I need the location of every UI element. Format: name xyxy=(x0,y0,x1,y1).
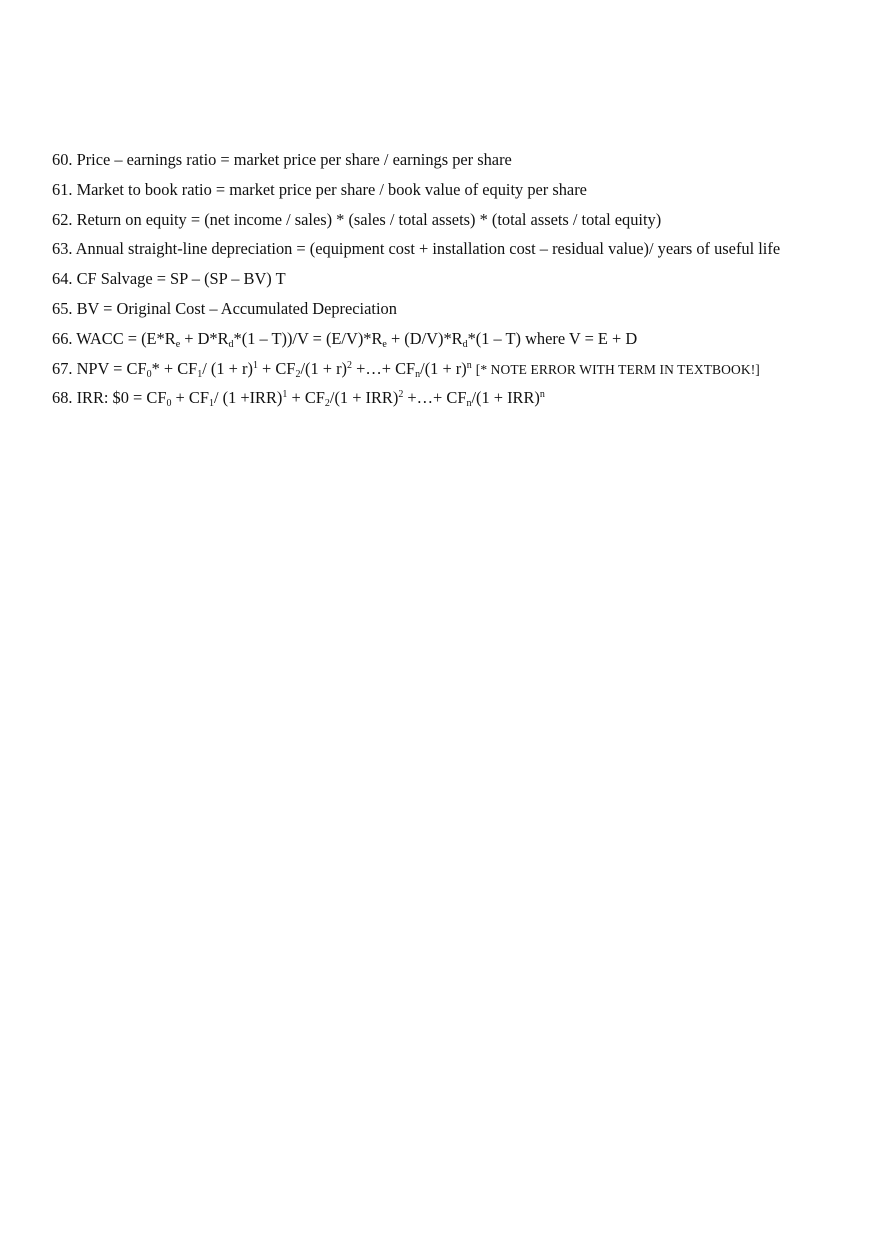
superscript: 2 xyxy=(347,359,353,371)
formula-68-irr xyxy=(52,388,867,408)
formula-part: *(1 – T))/V = (E/V)*R xyxy=(233,328,383,348)
formula-part: + CF xyxy=(287,388,325,408)
formula-text: 63. Annual straight-line depreciation = (equipment cost + installation cost – residual value)/ years of useful life xyxy=(52,239,781,259)
formula-text: 62. Return on equity = (net income / sales) * (sales / total assets) * (total assets / total equity) xyxy=(52,209,662,229)
formula-64-cf-salvage xyxy=(52,269,867,289)
formula-65-book-value xyxy=(52,299,867,319)
formula-part: + D*R xyxy=(180,328,229,348)
formula-part: 68. IRR: $0 = CF xyxy=(52,388,167,408)
formula-part: * + CF xyxy=(151,358,198,378)
subscript: 2 xyxy=(324,398,330,410)
formula-66-wacc xyxy=(52,329,867,349)
formula-list xyxy=(52,150,867,418)
formula-part: +…+ CF xyxy=(403,388,467,408)
formula-part: +…+ CF xyxy=(352,358,416,378)
superscript: n xyxy=(539,389,545,401)
subscript: d xyxy=(462,338,468,350)
formula-part: /(1 + IRR) xyxy=(329,388,399,408)
formula-part: + (D/V)*R xyxy=(386,328,463,348)
formula-text: 64. CF Salvage = SP – (SP – BV) T xyxy=(52,269,286,289)
subscript: e xyxy=(175,338,181,350)
formula-part: /(1 + IRR) xyxy=(471,388,540,408)
formula-text: 65. BV = Original Cost – Accumulated Depreciation xyxy=(52,298,397,318)
formula-part: / (1 + r) xyxy=(202,358,253,378)
formula-60-price-earnings-ratio xyxy=(52,150,867,170)
formula-63-straight-line-depreciation xyxy=(52,239,867,259)
superscript: n xyxy=(466,359,472,371)
formula-text: 61. Market to book ratio = market price per share / book value of equity per share xyxy=(52,179,587,199)
subscript: n xyxy=(415,368,421,380)
formula-text: 60. Price – earnings ratio = market price per share / earnings per share xyxy=(52,150,512,169)
subscript: e xyxy=(382,338,387,350)
formula-part: 66. WACC = (E*R xyxy=(52,328,176,348)
formula-62-return-on-equity xyxy=(52,210,867,230)
formula-part: /(1 + r) xyxy=(300,358,348,378)
subscript: 2 xyxy=(295,368,301,380)
subscript: 1 xyxy=(197,368,203,380)
subscript: 0 xyxy=(146,368,152,380)
textbook-error-note: [* NOTE ERROR WITH TERM IN TEXTBOOK!] xyxy=(475,361,760,377)
subscript: 1 xyxy=(208,398,214,410)
formula-part: + CF xyxy=(257,358,296,378)
formula-67-npv xyxy=(52,359,867,379)
formula-61-market-to-book-ratio xyxy=(52,180,867,200)
superscript: 2 xyxy=(398,389,404,401)
formula-part: /(1 + r) xyxy=(420,358,467,378)
formula-part: + CF xyxy=(171,388,209,408)
subscript: d xyxy=(228,338,234,350)
superscript: 1 xyxy=(282,389,288,401)
subscript: 0 xyxy=(166,398,172,410)
superscript: 1 xyxy=(252,359,258,371)
formula-part: 67. NPV = CF xyxy=(52,358,147,378)
formula-part: / (1 +IRR) xyxy=(213,388,283,408)
subscript: n xyxy=(466,398,472,410)
formula-part: *(1 – T) where V = E + D xyxy=(467,328,638,348)
